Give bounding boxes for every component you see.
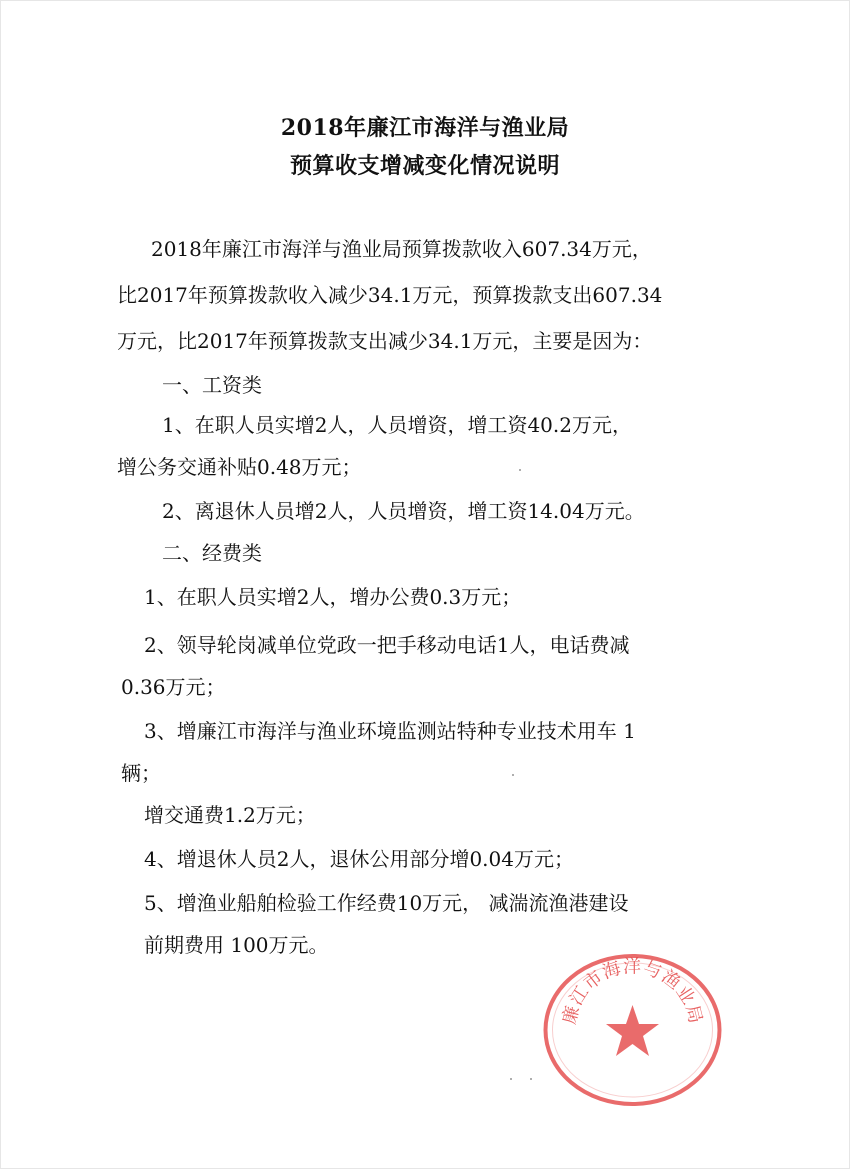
paper-speck [512,774,514,776]
paper-speck [510,1078,512,1080]
section-heading-1: 一、工资类 [162,373,262,397]
official-seal-stamp [535,950,730,1110]
paper-speck [530,1078,532,1080]
body-line-7: 2、离退休人员增2人，人员增资，增工资14.04万元。 [162,499,645,523]
body-line-14: 增交通费1.2万元； [144,803,316,827]
document-title-line-2: 预算收支增减变化情况说明 [289,153,560,179]
body-line-2: 比2017年预算拨款收入减少34.1万元，预算拨款支出607.34 [117,283,663,307]
body-line-16: 5、增渔业船舶检验工作经费10万元， 减湍流渔港建设 [144,891,629,915]
body-line-3: 万元，比2017年预算拨款支出减少34.1万元，主要是因为： [117,329,653,353]
svg-text:廉江市海洋与渔业局: 廉江市海洋与渔业局 [558,956,707,1027]
document-title-line-1: 2018年廉江市海洋与渔业局 [280,115,570,141]
body-line-1: 2018年廉江市海洋与渔业局预算拨款收入607.34万元， [151,237,652,261]
body-line-6: 增公务交通补贴0.48万元； [117,455,362,479]
body-line-15: 4、增退休人员2人，退休公用部分增0.04万元； [144,847,574,871]
section-heading-2: 二、经费类 [162,541,262,565]
body-line-9: 1、在职人员实增2人，增办公费0.3万元； [144,585,522,609]
body-line-12: 3、增廉江市海洋与渔业环境监测站特种专业技术用车 1 [144,719,636,743]
body-line-5: 1、在职人员实增2人，人员增资，增工资40.2万元， [162,413,632,437]
body-line-11: 0.36万元； [121,675,226,699]
body-line-10: 2、领导轮岗减单位党政一把手移动电话1人，电话费减 [144,633,630,657]
body-line-17: 前期费用 100万元。 [144,933,329,957]
body-line-13: 辆； [121,761,161,785]
paper-speck [519,469,521,471]
